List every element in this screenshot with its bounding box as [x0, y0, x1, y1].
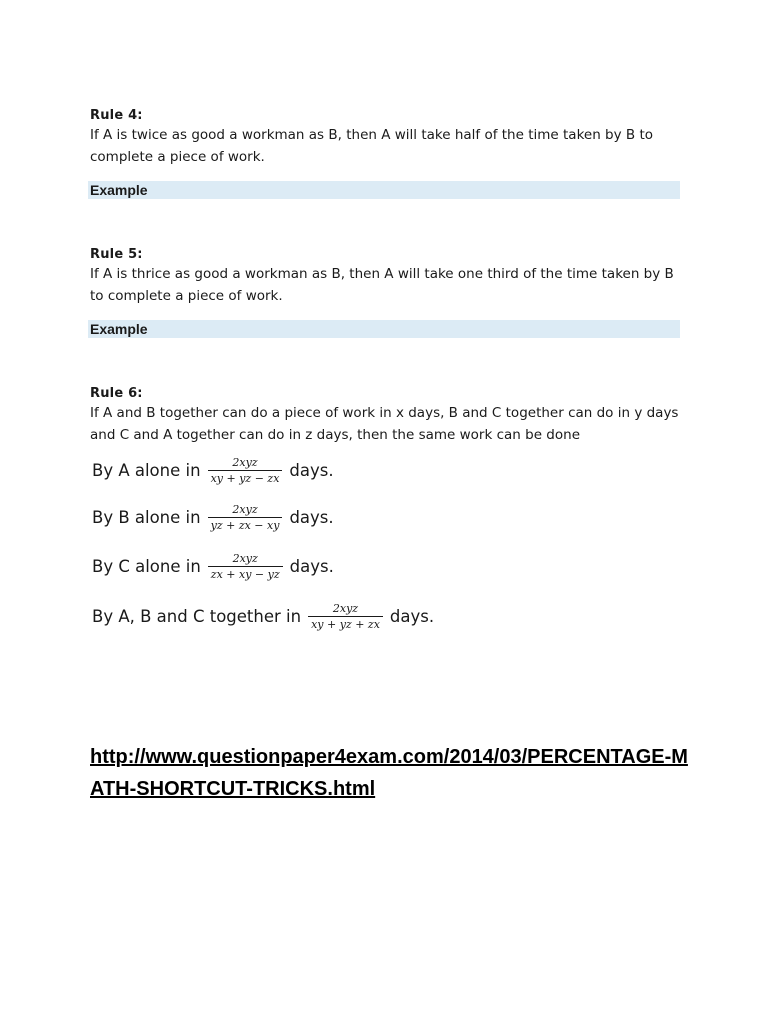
fraction-denominator: xy + yz − zx	[208, 470, 283, 485]
formula-prefix: By B alone in	[92, 508, 201, 527]
rule-6-section	[90, 386, 680, 446]
formula-a-alone	[92, 456, 334, 485]
fraction-numerator: 2xyz	[332, 602, 359, 615]
formula-abc-together	[92, 602, 434, 631]
formula-c-alone	[92, 552, 334, 581]
rule-5-text: If A is thrice as good a workman as B, then A will take one third of the time taken by B to complete a piece of work.	[90, 266, 674, 304]
rule-5-section	[90, 247, 680, 307]
fraction-numerator: 2xyz	[232, 552, 258, 565]
fraction-numerator: 2xyz	[232, 503, 258, 516]
fraction-denominator: yz + zx − xy	[208, 517, 283, 532]
fraction	[308, 602, 383, 631]
rule-4-text: If A is twice as good a workman as B, then A will take half of the time taken by B to complete a piece of work.	[90, 127, 654, 165]
formula-suffix: days.	[289, 557, 334, 576]
source-link[interactable]: http://www.questionpaper4exam.com/2014/03/PERCENTAGE-MATH-SHORTCUT-TRICKS.html	[90, 746, 688, 800]
fraction-numerator: 2xyz	[232, 456, 258, 469]
fraction	[208, 503, 283, 532]
formula-suffix: days.	[389, 607, 435, 626]
fraction-denominator: zx + xy − yz	[208, 566, 283, 581]
rule-6-title: Rule 6:	[90, 386, 143, 401]
rule-4-example-bar: Example	[88, 181, 680, 199]
rule-6-text: If A and B together can do a piece of work in x days, B and C together can do in y days and C and A together can do in z days, then the same work can be done	[90, 405, 679, 443]
rule-4-section	[90, 108, 680, 168]
formula-suffix: days.	[289, 461, 334, 480]
formula-prefix: By A, B and C together in	[92, 607, 302, 626]
formula-prefix: By A alone in	[92, 461, 201, 480]
formula-suffix: days.	[289, 508, 334, 527]
rule-5-title: Rule 5:	[90, 247, 143, 262]
formula-b-alone	[92, 503, 334, 532]
fraction-denominator: xy + yz + zx	[308, 616, 383, 631]
rule-4-title: Rule 4:	[90, 108, 143, 123]
formula-prefix: By C alone in	[92, 557, 201, 576]
fraction	[208, 552, 283, 581]
fraction	[208, 456, 283, 485]
rule-5-example-bar: Example	[88, 320, 680, 338]
